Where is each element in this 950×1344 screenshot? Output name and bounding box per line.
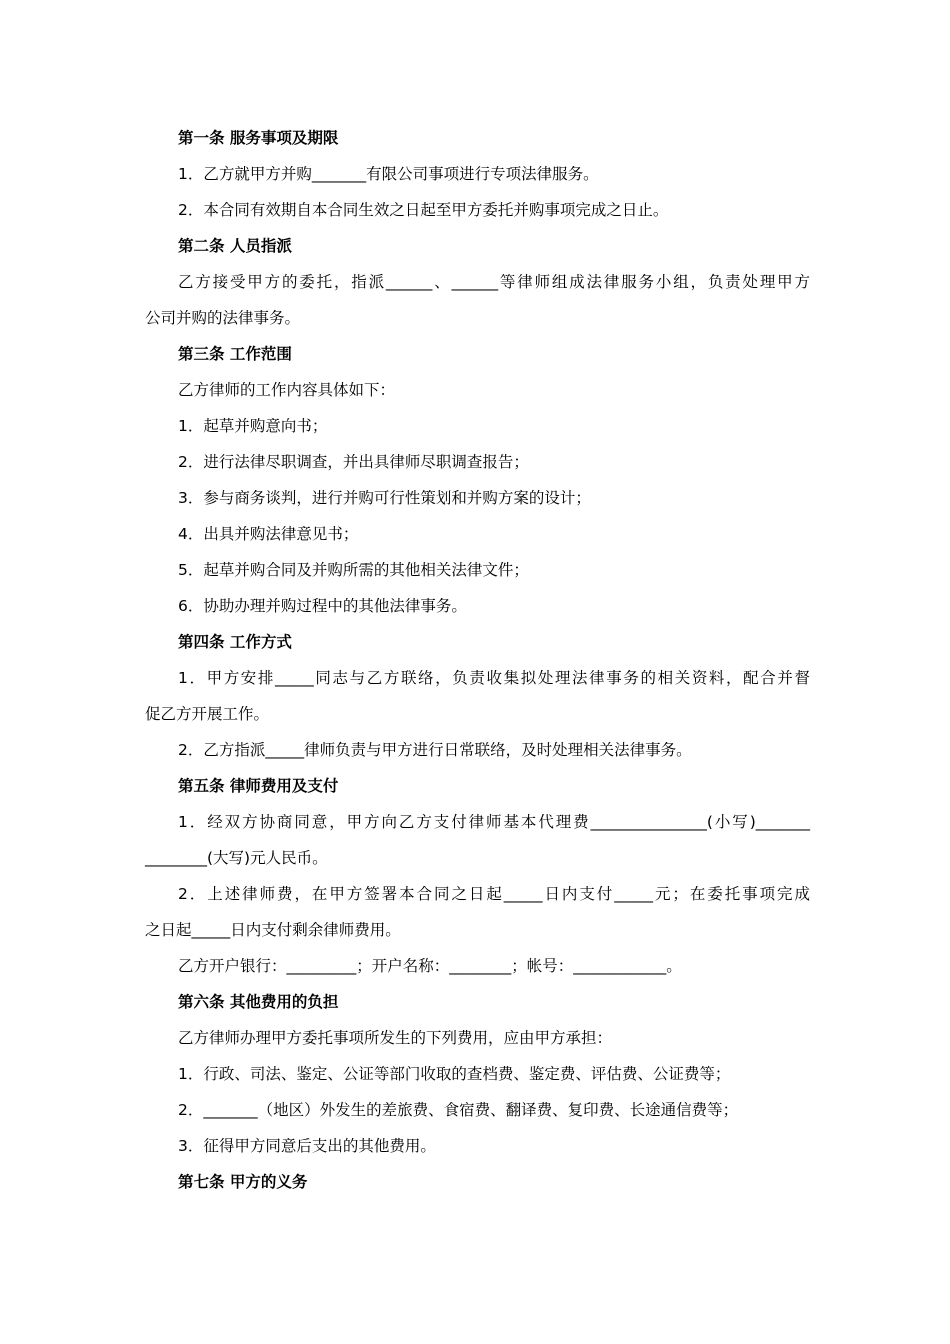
article-2-paragraph-line-1: 乙方接受甲方的委托，指派______、______等律师组成法律服务小组，负责处理甲方 [178, 273, 810, 291]
article-6-item: 1．行政、司法、鉴定、公证等部门收取的查档费、鉴定费、评估费、公证费等； [178, 1065, 731, 1083]
article-4-item-1-line-2: 促乙方开展工作。 [145, 705, 270, 723]
article-1-title: 第一条 服务事项及期限 [178, 129, 339, 147]
article-3-item: 3．参与商务谈判，进行并购可行性策划和并购方案的设计； [178, 489, 591, 507]
article-2-title: 第二条 人员指派 [178, 237, 292, 255]
article-5-bank-info: 乙方开户银行：_________；开户名称：________；帐号：____________。 [178, 957, 682, 975]
article-3-item: 5．起草并购合同及并购所需的其他相关法律文件； [178, 561, 529, 579]
article-5-item-2-line-2: 之日起_____日内支付剩余律师费用。 [145, 921, 401, 939]
article-3-item: 1．起草并购意向书； [178, 417, 328, 435]
article-3-title: 第三条 工作范围 [178, 345, 292, 363]
article-5-item-2-line-1: 2．上述律师费，在甲方签署本合同之日起_____日内支付_____元；在委托事项完成 [178, 885, 810, 903]
article-5-item-1-line-2: ________(大写)元人民币。 [145, 849, 328, 867]
article-3-item: 6．协助办理并购过程中的其他法律事务。 [178, 597, 467, 615]
article-7-title: 第七条 甲方的义务 [178, 1173, 308, 1191]
article-4-title: 第四条 工作方式 [178, 633, 292, 651]
article-4-item-2: 2．乙方指派_____律师负责与甲方进行日常联络，及时处理相关法律事务。 [178, 741, 692, 759]
article-3-item: 4．出具并购法律意见书； [178, 525, 359, 543]
article-1-item-1: 1．乙方就甲方并购_______有限公司事项进行专项法律服务。 [178, 165, 599, 183]
article-6-item: 2．_______（地区）外发生的差旅费、食宿费、翻译费、复印费、长途通信费等； [178, 1101, 739, 1119]
article-6-item: 3．征得甲方同意后支出的其他费用。 [178, 1137, 436, 1155]
article-3-item: 2．进行法律尽职调查，并出具律师尽职调查报告； [178, 453, 529, 471]
article-1-item-2: 2．本合同有效期自本合同生效之日起至甲方委托并购事项完成之日止。 [178, 201, 669, 219]
article-5-title: 第五条 律师费用及支付 [178, 777, 339, 795]
article-2-paragraph-line-2: 公司并购的法律事务。 [145, 309, 301, 327]
article-6-title: 第六条 其他费用的负担 [178, 993, 339, 1011]
article-4-item-1-line-1: 1．甲方安排_____同志与乙方联络，负责收集拟处理法律事务的相关资料，配合并督 [178, 669, 810, 687]
contract-page [145, 120, 810, 1200]
article-6-intro: 乙方律师办理甲方委托事项所发生的下列费用，应由甲方承担： [178, 1029, 613, 1047]
article-5-item-1-line-1: 1．经双方协商同意，甲方向乙方支付律师基本代理费_______________(小写)_______ [178, 813, 810, 831]
article-3-intro: 乙方律师的工作内容具体如下： [178, 381, 396, 399]
